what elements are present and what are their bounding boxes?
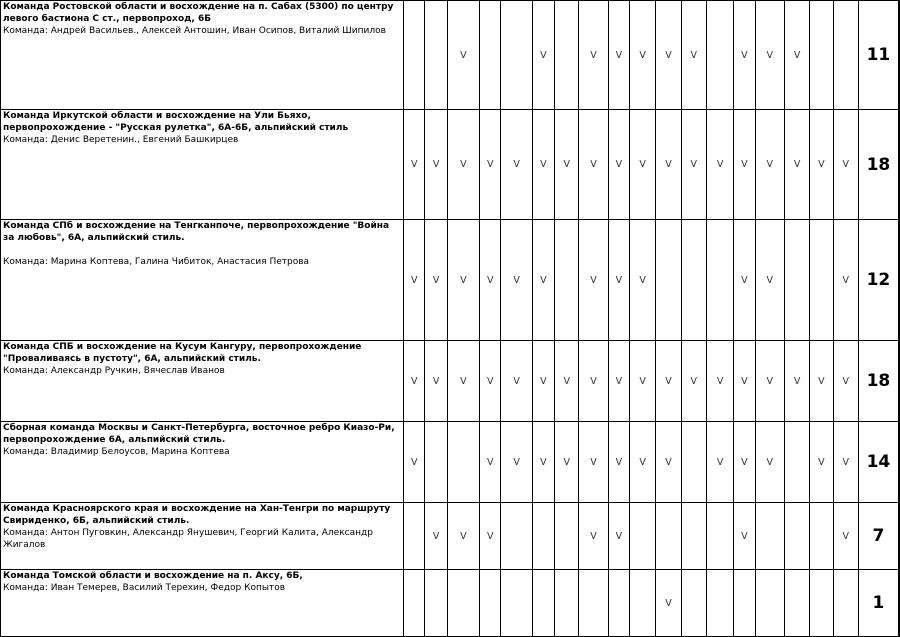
vote-mark-cell: V	[425, 220, 447, 341]
entry-total: 18	[858, 341, 899, 422]
table-row	[1, 341, 900, 422]
vote-mark-cell	[629, 570, 655, 637]
vote-mark-cell: V	[532, 422, 554, 503]
entry-total: 11	[858, 1, 899, 110]
vote-mark-cell: V	[501, 341, 532, 422]
vote-mark-cell: V	[447, 1, 479, 110]
vote-mark-cell: V	[480, 110, 501, 220]
vote-mark-cell	[501, 570, 532, 637]
vote-mark-cell: V	[579, 503, 608, 570]
vote-mark-cell	[833, 570, 858, 637]
vote-mark-cell: V	[608, 422, 629, 503]
vote-mark-cell: V	[734, 220, 755, 341]
entry-team: Команда: Андрей Васильев., Алексей Антошин, Иван Осипов, Виталий Шипилов	[3, 26, 386, 36]
vote-mark-cell	[447, 570, 479, 637]
vote-mark-cell: V	[501, 110, 532, 220]
vote-mark-cell	[425, 422, 447, 503]
vote-mark-cell	[734, 570, 755, 637]
vote-mark-cell: V	[734, 503, 755, 570]
vote-mark-cell: V	[734, 422, 755, 503]
vote-mark-cell	[810, 503, 833, 570]
vote-mark-cell: V	[810, 110, 833, 220]
vote-mark-cell	[555, 570, 579, 637]
vote-mark-cell: V	[755, 422, 784, 503]
vote-mark-cell	[656, 503, 681, 570]
vote-mark-cell	[480, 570, 501, 637]
vote-mark-cell	[501, 1, 532, 110]
vote-mark-cell	[501, 503, 532, 570]
vote-mark-cell: V	[681, 341, 706, 422]
vote-mark-cell: V	[833, 110, 858, 220]
table-row	[1, 110, 900, 220]
vote-mark-cell: V	[833, 422, 858, 503]
table-row	[1, 1, 900, 110]
vote-mark-cell: V	[425, 503, 447, 570]
vote-mark-cell: V	[755, 110, 784, 220]
entry-title: Команда Иркутской области и восхождение на Ули Бьяхо, первопрохождение - "Русская рулетка", 6А-6Б, альпийский стиль	[3, 111, 349, 133]
vote-mark-cell: V	[629, 110, 655, 220]
vote-mark-cell: V	[532, 1, 554, 110]
vote-mark-cell	[681, 503, 706, 570]
vote-mark-cell	[784, 570, 809, 637]
table-row	[1, 570, 900, 637]
entry-team: Команда: Владимир Белоусов, Марина Коптева	[3, 447, 230, 457]
vote-mark-cell: V	[532, 341, 554, 422]
vote-mark-cell	[810, 1, 833, 110]
vote-mark-cell: V	[425, 341, 447, 422]
entry-team: Команда: Денис Веретенин., Евгений Башкирцев	[3, 135, 239, 145]
vote-mark-cell: V	[555, 422, 579, 503]
vote-mark-cell	[833, 1, 858, 110]
vote-mark-cell: V	[480, 503, 501, 570]
vote-mark-cell: V	[447, 110, 479, 220]
vote-mark-cell: V	[734, 1, 755, 110]
vote-mark-cell	[404, 1, 425, 110]
vote-mark-cell: V	[608, 220, 629, 341]
vote-mark-cell: V	[755, 220, 784, 341]
vote-mark-cell: V	[656, 422, 681, 503]
vote-mark-cell: V	[532, 220, 554, 341]
vote-mark-cell	[656, 220, 681, 341]
entry-team: Команда: Антон Пуговкин, Александр Янушевич, Георгий Калита, Александр Жигалов	[3, 528, 373, 550]
entry-description	[1, 422, 404, 503]
vote-mark-cell	[480, 1, 501, 110]
vote-mark-cell	[425, 1, 447, 110]
vote-mark-cell: V	[608, 503, 629, 570]
entry-title: Сборная команда Москвы и Санкт-Петербурга, восточное ребро Киазо-Ри, первопрохождение 6А, альпийский стиль.	[3, 423, 395, 445]
vote-mark-cell	[555, 1, 579, 110]
entry-total: 14	[858, 422, 899, 503]
vote-mark-cell: V	[480, 220, 501, 341]
vote-mark-cell	[608, 570, 629, 637]
vote-mark-cell: V	[681, 1, 706, 110]
entry-title: Команда СПб и восхождение на Тенгканпоче, первопрохождение "Война за любовь", 6А, альпийский стиль.	[3, 221, 390, 243]
vote-mark-cell: V	[447, 220, 479, 341]
vote-mark-cell	[784, 503, 809, 570]
vote-mark-cell	[706, 570, 733, 637]
vote-mark-cell: V	[656, 110, 681, 220]
vote-mark-cell	[784, 220, 809, 341]
vote-mark-cell: V	[734, 110, 755, 220]
vote-mark-cell: V	[629, 1, 655, 110]
vote-mark-cell: V	[656, 570, 681, 637]
spacer	[3, 244, 403, 256]
vote-mark-cell: V	[629, 341, 655, 422]
table-row	[1, 220, 900, 341]
vote-mark-cell: V	[447, 503, 479, 570]
vote-mark-cell: V	[404, 110, 425, 220]
vote-mark-cell: V	[480, 341, 501, 422]
vote-mark-cell: V	[404, 220, 425, 341]
vote-mark-cell: V	[784, 110, 809, 220]
vote-mark-cell: V	[579, 1, 608, 110]
entry-team: Команда: Марина Коптева, Галина Чибиток, Анастасия Петрова	[3, 257, 310, 267]
entry-total: 18	[858, 110, 899, 220]
vote-mark-cell	[425, 570, 447, 637]
entry-team: Команда: Александр Ручкин, Вячеслав Иванов	[3, 366, 225, 376]
vote-mark-cell: V	[784, 1, 809, 110]
vote-mark-cell	[810, 570, 833, 637]
vote-mark-cell	[706, 503, 733, 570]
entry-description	[1, 110, 404, 220]
vote-mark-cell: V	[501, 220, 532, 341]
vote-mark-cell: V	[404, 341, 425, 422]
vote-mark-cell: V	[656, 341, 681, 422]
vote-mark-cell: V	[629, 220, 655, 341]
vote-mark-cell: V	[608, 110, 629, 220]
entry-description	[1, 570, 404, 637]
vote-mark-cell: V	[706, 110, 733, 220]
entry-team: Команда: Иван Темерев, Василий Терехин, Федор Копытов	[3, 583, 286, 593]
vote-mark-cell	[532, 503, 554, 570]
vote-mark-cell: V	[501, 422, 532, 503]
entry-description	[1, 503, 404, 570]
vote-mark-cell	[532, 570, 554, 637]
vote-mark-cell	[706, 220, 733, 341]
vote-mark-cell: V	[404, 422, 425, 503]
vote-mark-cell: V	[480, 422, 501, 503]
vote-mark-cell	[681, 570, 706, 637]
vote-mark-cell	[555, 503, 579, 570]
vote-mark-cell: V	[706, 341, 733, 422]
entry-description	[1, 220, 404, 341]
vote-mark-cell: V	[629, 422, 655, 503]
entry-description	[1, 1, 404, 110]
vote-mark-cell	[404, 570, 425, 637]
vote-mark-cell	[755, 570, 784, 637]
vote-mark-cell: V	[579, 220, 608, 341]
vote-mark-cell	[681, 422, 706, 503]
vote-mark-cell: V	[555, 341, 579, 422]
vote-mark-cell: V	[656, 1, 681, 110]
vote-mark-cell: V	[755, 1, 784, 110]
vote-mark-cell: V	[608, 1, 629, 110]
vote-mark-cell	[784, 422, 809, 503]
vote-mark-cell: V	[579, 422, 608, 503]
entry-title: Команда Томской области и восхождение на п. Аксу, 6Б,	[3, 571, 303, 581]
vote-mark-cell: V	[447, 341, 479, 422]
vote-mark-cell	[810, 220, 833, 341]
vote-mark-cell: V	[555, 110, 579, 220]
vote-mark-cell: V	[833, 503, 858, 570]
vote-mark-cell	[404, 503, 425, 570]
entry-title: Команда Красноярского края и восхождение на Хан-Тенгри по маршруту Свириденко, 6Б, альпийский стиль.	[3, 504, 391, 526]
vote-mark-cell: V	[734, 341, 755, 422]
entry-total: 7	[858, 503, 899, 570]
entry-total: 12	[858, 220, 899, 341]
vote-mark-cell	[755, 503, 784, 570]
vote-mark-cell	[681, 220, 706, 341]
vote-mark-cell: V	[706, 422, 733, 503]
vote-mark-cell: V	[833, 341, 858, 422]
vote-mark-cell	[447, 422, 479, 503]
vote-mark-cell	[555, 220, 579, 341]
entry-total: 1	[858, 570, 899, 637]
vote-mark-cell	[629, 503, 655, 570]
vote-mark-cell: V	[608, 341, 629, 422]
vote-mark-cell: V	[579, 341, 608, 422]
vote-mark-cell: V	[579, 110, 608, 220]
table-row	[1, 503, 900, 570]
vote-mark-cell: V	[425, 110, 447, 220]
vote-mark-cell: V	[784, 341, 809, 422]
entry-title: Команда СПБ и восхождение на Кусум Кангуру, первопрохождение "Проваливаясь в пустоту", 6А, альпийский стиль.	[3, 342, 362, 364]
vote-mark-cell: V	[532, 110, 554, 220]
vote-mark-cell: V	[681, 110, 706, 220]
vote-mark-cell	[579, 570, 608, 637]
entry-description	[1, 341, 404, 422]
table-row	[1, 422, 900, 503]
vote-mark-cell: V	[755, 341, 784, 422]
vote-mark-cell: V	[810, 341, 833, 422]
entry-title: Команда Ростовской области и восхождение на п. Сабах (5300) по центру левого бастиона С ст., первопроход, 6Б	[3, 2, 394, 24]
vote-mark-cell: V	[810, 422, 833, 503]
vote-mark-cell: V	[833, 220, 858, 341]
vote-mark-cell	[706, 1, 733, 110]
